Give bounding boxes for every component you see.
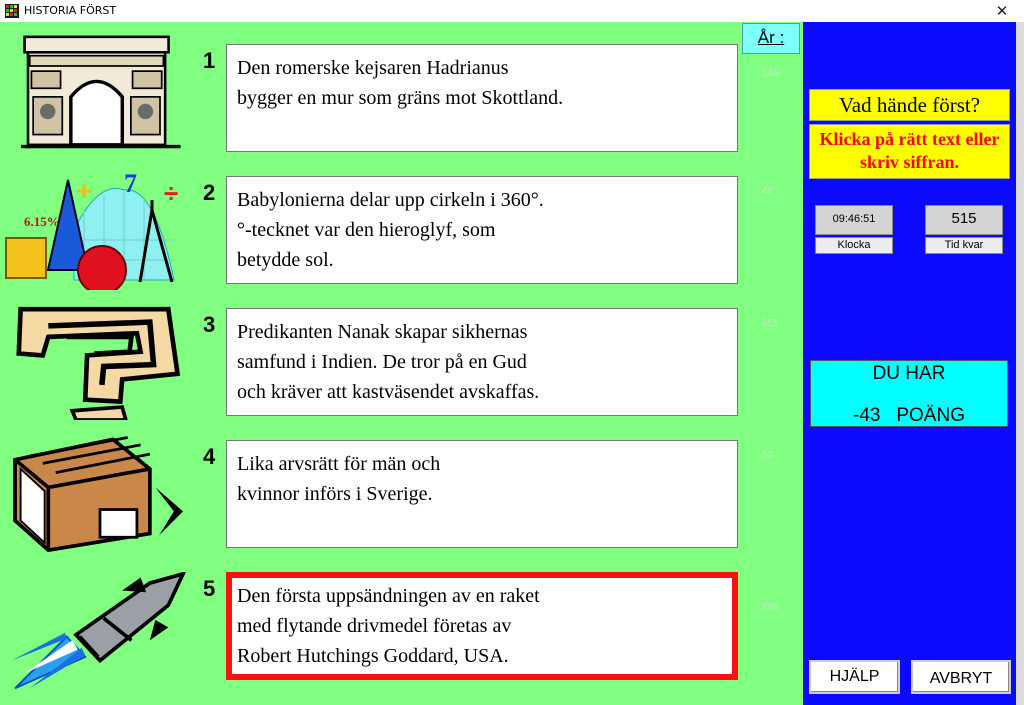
title-bar — [0, 0, 1024, 23]
question-box-5[interactable]: Den första uppsändningen av en raket med flytande drivmedel företas av Robert Hutchings Goddard, USA. — [226, 572, 738, 680]
math-shapes-icon — [4, 170, 196, 290]
question-number: 3 — [203, 312, 216, 337]
score-line — [811, 405, 1007, 427]
prompt-title: Vad hände först? — [809, 89, 1010, 121]
year-value: 52 — [762, 450, 774, 461]
question-box-2[interactable]: Babylonierna delar upp cirkeln i 360°. °-tecknet var den hieroglyf, som betydde sol. — [226, 176, 738, 284]
clock-display: 09:46:51 — [815, 205, 893, 235]
svg-text:+: + — [76, 175, 93, 206]
books-icon — [4, 432, 196, 552]
score-value: -43 — [853, 405, 881, 426]
score-box — [810, 360, 1008, 427]
svg-text:÷: ÷ — [164, 178, 179, 208]
score-label: DU HAR — [872, 363, 946, 384]
year-value: 48 — [762, 186, 774, 197]
question-box-4[interactable]: Lika arvsrätt för män och kvinnor införs i Sverige. — [226, 440, 738, 548]
question-box-3[interactable]: Predikanten Nanak skapar sikhernas samfund i Indien. De tror på en Gud och kräver att kastväsendet avskaffas. — [226, 308, 738, 416]
window-title: HISTORIA FÖRST — [24, 4, 117, 17]
clock-label: Klocka — [815, 237, 893, 254]
window-edge — [1016, 22, 1024, 705]
question-mark-icon — [4, 300, 196, 420]
year-value: 890 — [762, 602, 779, 613]
help-button[interactable]: HJÄLP — [809, 660, 900, 694]
question-box-1[interactable]: Den romerske kejsaren Hadrianus bygger en mur som gräns mot Skottland. — [226, 44, 738, 152]
time-left-label: Tid kvar — [925, 237, 1003, 254]
cancel-button[interactable]: AVBRYT — [911, 660, 1011, 694]
question-number: 1 — [203, 48, 216, 73]
question-number: 4 — [203, 444, 216, 469]
score-unit: POÄNG — [896, 405, 965, 426]
svg-text:6.15%: 6.15% — [24, 214, 60, 229]
year-value: 351 — [762, 318, 779, 329]
year-value: 146 — [762, 68, 779, 79]
question-number: 2 — [203, 180, 216, 205]
app-grid-icon — [5, 4, 19, 18]
prompt-instruction: Klicka på rätt text eller skriv siffran. — [809, 124, 1010, 179]
rocket-icon — [4, 572, 196, 692]
close-button[interactable]: ✕ — [995, 2, 1009, 20]
question-number: 5 — [203, 576, 216, 601]
time-left-display: 515 — [925, 205, 1003, 235]
svg-text:7: 7 — [124, 170, 137, 198]
year-header: År : — [742, 23, 800, 54]
arc-de-triomphe-icon — [4, 30, 196, 150]
